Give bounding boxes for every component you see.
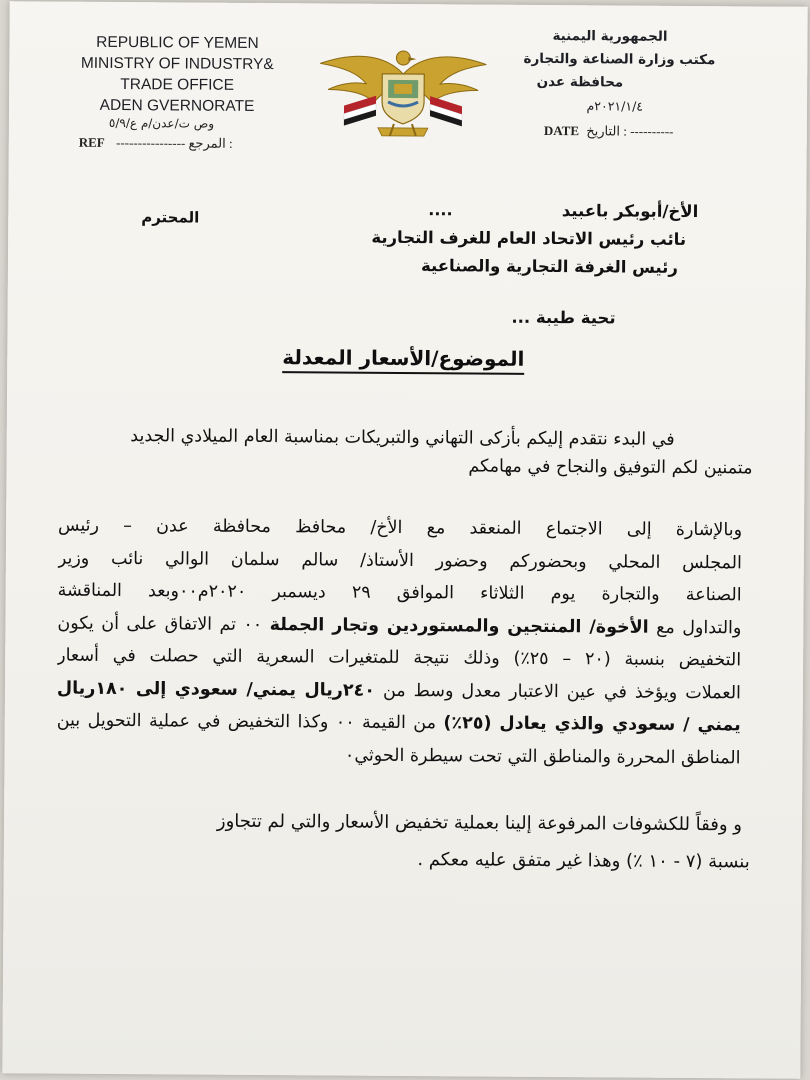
english-letterhead xyxy=(67,32,288,118)
p2-l7-b: من القيمة ٠٠ وكذا التخفيض في عملية التحويل بين xyxy=(56,710,437,734)
ref-dashes: ---------------- xyxy=(115,134,186,151)
addressee-honorific: المحترم xyxy=(141,208,200,227)
arabic-letterhead xyxy=(475,24,716,118)
p2-l6-a: العملات ويؤخذ في عين الاعتبار معدل وسط من xyxy=(382,680,742,703)
p2-l4-a: والتداول مع xyxy=(656,617,742,638)
addressee-name: الأخ/أبوبكر باعبيد xyxy=(561,201,699,222)
addressee-title-2: رئيس الغرفة التجارية والصناعية xyxy=(420,256,678,277)
paragraph-2-line-6 xyxy=(57,672,741,709)
date-label-ar: التاريخ : ---------- xyxy=(586,123,674,139)
paragraph-2-line-3: الصناعة والتجارة يوم الثلاثاء الموافق ٢٩ ديسمبر ٢٠٢٠م٠٠وبعد المناقشة xyxy=(57,580,742,606)
letterhead-ministry: MINISTRY OF INDUSTRY& xyxy=(80,54,274,74)
p2-l7-bold: يمني / سعودي والذي يعادل (٢٥٪) xyxy=(443,713,741,736)
letterhead-office-ar: مكتب وزارة الصناعة والتجارة xyxy=(523,50,716,69)
paragraph-2-line-4 xyxy=(57,607,741,644)
paragraph-2-line-2: المجلس المحلي وبحضوركم وحضور الأستاذ/ سالم سلمان الوالي نائب وزير xyxy=(57,548,742,573)
p2-l4-c: ٠٠ تم الاتفاق على أن يكون xyxy=(57,613,263,635)
ref-label-ar: المرجع : xyxy=(188,135,233,151)
letterhead-republic-ar: الجمهورية اليمنية xyxy=(552,28,668,45)
letterhead-governorate-ar: محافظة عدن xyxy=(536,73,624,91)
letter-sheet xyxy=(2,1,807,1079)
letterhead-governorate: ADEN GVERNORATE xyxy=(99,96,255,115)
paragraph-1-line-2: متمنين لكم التوفيق والنجاح في مهامكم xyxy=(468,456,753,479)
paragraph-2-line-7 xyxy=(57,705,741,742)
ref-label-en: REF xyxy=(78,134,105,150)
paragraph-2-line-1: وبالإشارة إلى الاجتماع المنعقد مع الأخ/ محافظ محافظة عدن – رئيس xyxy=(58,515,743,541)
greeting: تحية طيبة ... xyxy=(511,307,616,328)
reference-line xyxy=(79,135,233,152)
addressee-dots: .... xyxy=(428,200,453,220)
p2-l6-bold: ٢٤٠ريال يمني/ سعودي إلى ١٨٠ريال xyxy=(56,678,376,701)
paragraph-3-line-2: بنسبة (٧ - ١٠ ٪) وهذا غير متفق عليه معكم . xyxy=(417,849,750,873)
addressee-title-1: نائب رئيس الاتحاد العام للغرف التجارية xyxy=(371,227,687,249)
paragraph-3-line-1: و وفقاً للكشوفات المرفوعة إلينا بعملية تخفيض الأسعار والتي لم تتجاوز xyxy=(216,810,743,836)
paragraph-2 xyxy=(56,510,742,775)
paragraph-2-line-5: التخفيض بنسبة (٢٠ – ٢٥٪) وذلك نتيجة للمتغيرات السعرية التي حصلت في أسعار xyxy=(57,645,742,671)
yemen-eagle-emblem xyxy=(314,43,493,144)
letterhead-office: TRADE OFFICE xyxy=(120,76,235,94)
paragraph-2-line-8: المناطق المحررة والمناطق التي تحت سيطرة الحوثي٠ xyxy=(344,745,741,768)
date-label-en: DATE xyxy=(543,122,580,139)
date-line xyxy=(544,123,674,140)
letterhead-republic: REPUBLIC OF YEMEN xyxy=(96,33,259,52)
p2-l4-bold: الأخوة/ المنتجين والمستوردين وتجار الجملة xyxy=(269,614,649,638)
paragraph-1-line-1: في البدء نتقدم إليكم بأزكى التهاني والتبريكات بمناسبة العام الميلادي الجديد xyxy=(130,426,675,450)
letter-date: ٢٠٢١/١/٤م xyxy=(586,98,644,114)
reference-number: وص ت/عدن/م ع/٥/٩ xyxy=(108,115,215,131)
subject-heading: الموضوع/الأسعار المعدلة xyxy=(282,345,524,375)
